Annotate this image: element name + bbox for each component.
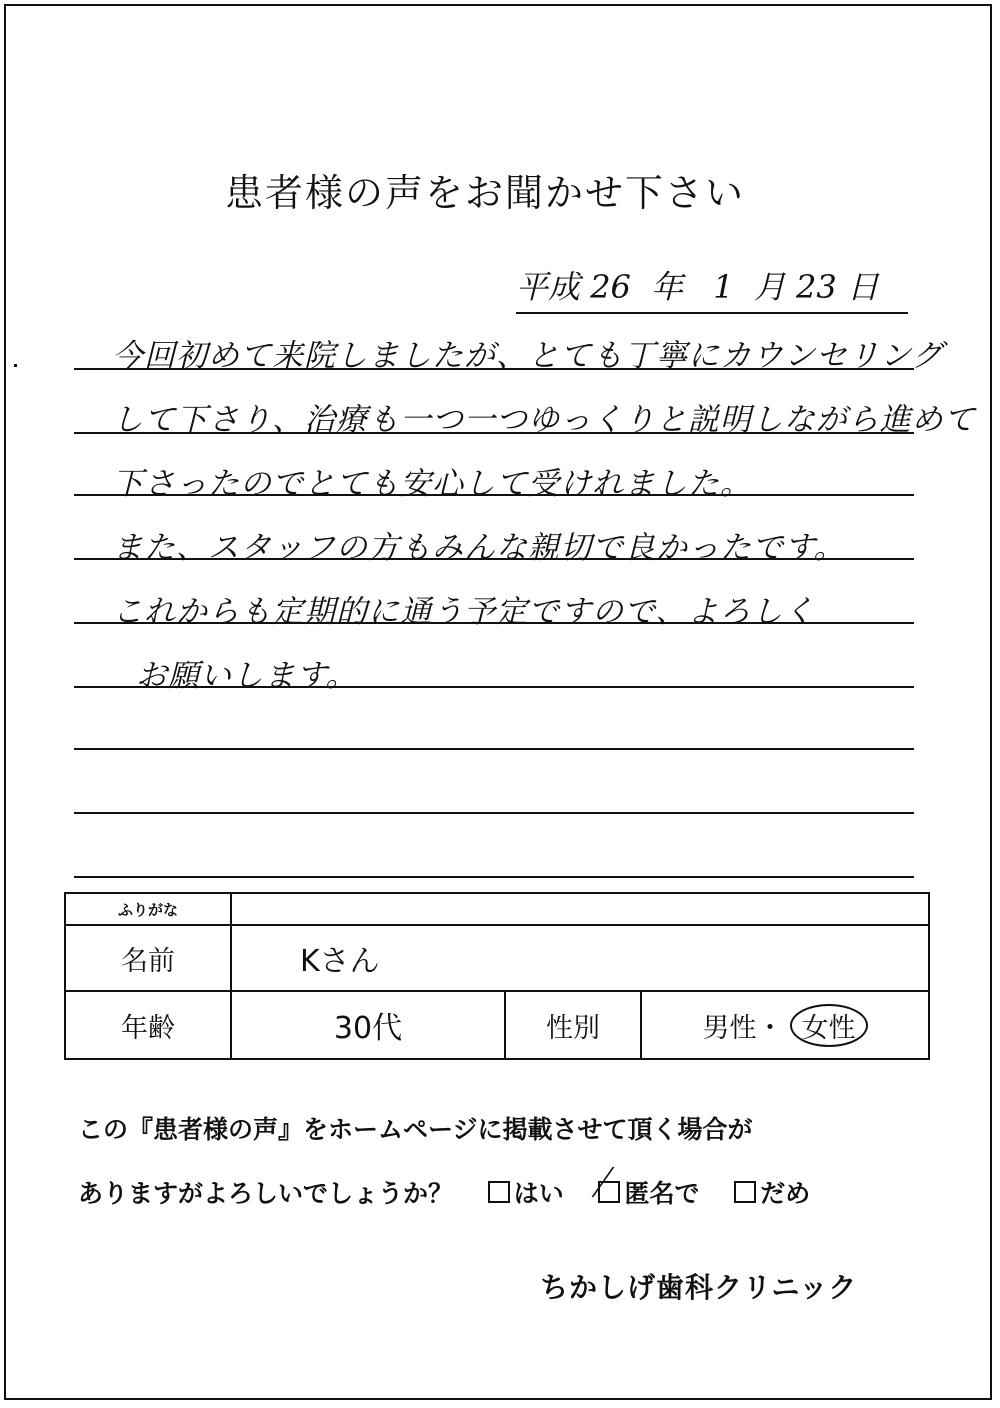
gender-separator: ・ — [756, 1012, 784, 1044]
ruled-line — [74, 432, 914, 434]
checkbox-no[interactable] — [734, 1181, 756, 1203]
clinic-name: ちかしげ歯科クリニック — [540, 1271, 858, 1304]
patient-info-table — [64, 892, 930, 1060]
date-day: 23 — [795, 268, 837, 306]
checkbox-yes[interactable] — [488, 1181, 510, 1203]
comment-line-3: 下さったのでとても安心して受けれました。 — [112, 466, 752, 502]
furigana-field[interactable] — [231, 893, 929, 925]
page-title: 患者様の声をお聞かせ下さい — [224, 171, 745, 215]
consent-option-yes-label: はい — [513, 1179, 564, 1208]
consent-option-anonymous-label: 匿名で — [624, 1179, 700, 1208]
comment-line-6: お願いします。 — [136, 658, 358, 694]
consent-question-line1: この『患者様の声』をホームページに掲載させて頂く場合が — [78, 1115, 753, 1144]
checkbox-anonymous-checked[interactable] — [598, 1181, 620, 1203]
consent-question-text: ありますがよろしいでしょうか？ — [78, 1179, 454, 1208]
stray-mark — [14, 364, 17, 367]
consent-option-no[interactable] — [734, 1174, 810, 1210]
ruled-line — [74, 368, 914, 370]
consent-question-line2 — [78, 1174, 810, 1210]
gender-field[interactable] — [641, 991, 929, 1059]
furigana-label: ふりがな — [65, 893, 231, 925]
ruled-line — [74, 812, 914, 814]
ruled-line — [74, 876, 914, 878]
date-era: 平成 — [516, 268, 581, 306]
comment-line-5: これからも定期的に通う予定ですので、よろしく — [112, 594, 816, 630]
comment-line-4: また、スタッフの方もみんな親切で良かったです。 — [112, 530, 846, 566]
ruled-line — [74, 494, 914, 496]
consent-option-no-label: だめ — [760, 1179, 811, 1208]
date-month: 1 — [713, 268, 734, 306]
age-field[interactable]: 30代 — [231, 991, 505, 1059]
ruled-line — [74, 622, 914, 624]
consent-option-anonymous[interactable] — [598, 1174, 699, 1210]
date-year-unit: 年 — [651, 268, 684, 306]
ruled-line — [74, 686, 914, 688]
consent-option-yes[interactable] — [488, 1174, 564, 1210]
gender-male-option[interactable]: 男性 — [702, 1012, 757, 1044]
ruled-line — [74, 748, 914, 750]
name-field[interactable]: Kさん — [231, 925, 929, 991]
comment-line-1: 今回初めて来院しましたが、とても丁寧にカウンセリング — [112, 338, 944, 374]
date-month-unit: 月 — [753, 268, 786, 306]
date-year: 26 — [590, 268, 631, 306]
date-line — [516, 262, 908, 314]
date-day-unit: 日 — [846, 268, 879, 306]
age-label: 年齢 — [65, 991, 231, 1059]
name-label: 名前 — [65, 925, 231, 991]
comment-line-2: して下さり、治療も一つ一つゆっくりと説明しながら進めて — [112, 402, 976, 438]
gender-label: 性別 — [505, 991, 641, 1059]
gender-female-option[interactable]: 女性 — [790, 1004, 868, 1047]
ruled-line — [74, 558, 914, 560]
